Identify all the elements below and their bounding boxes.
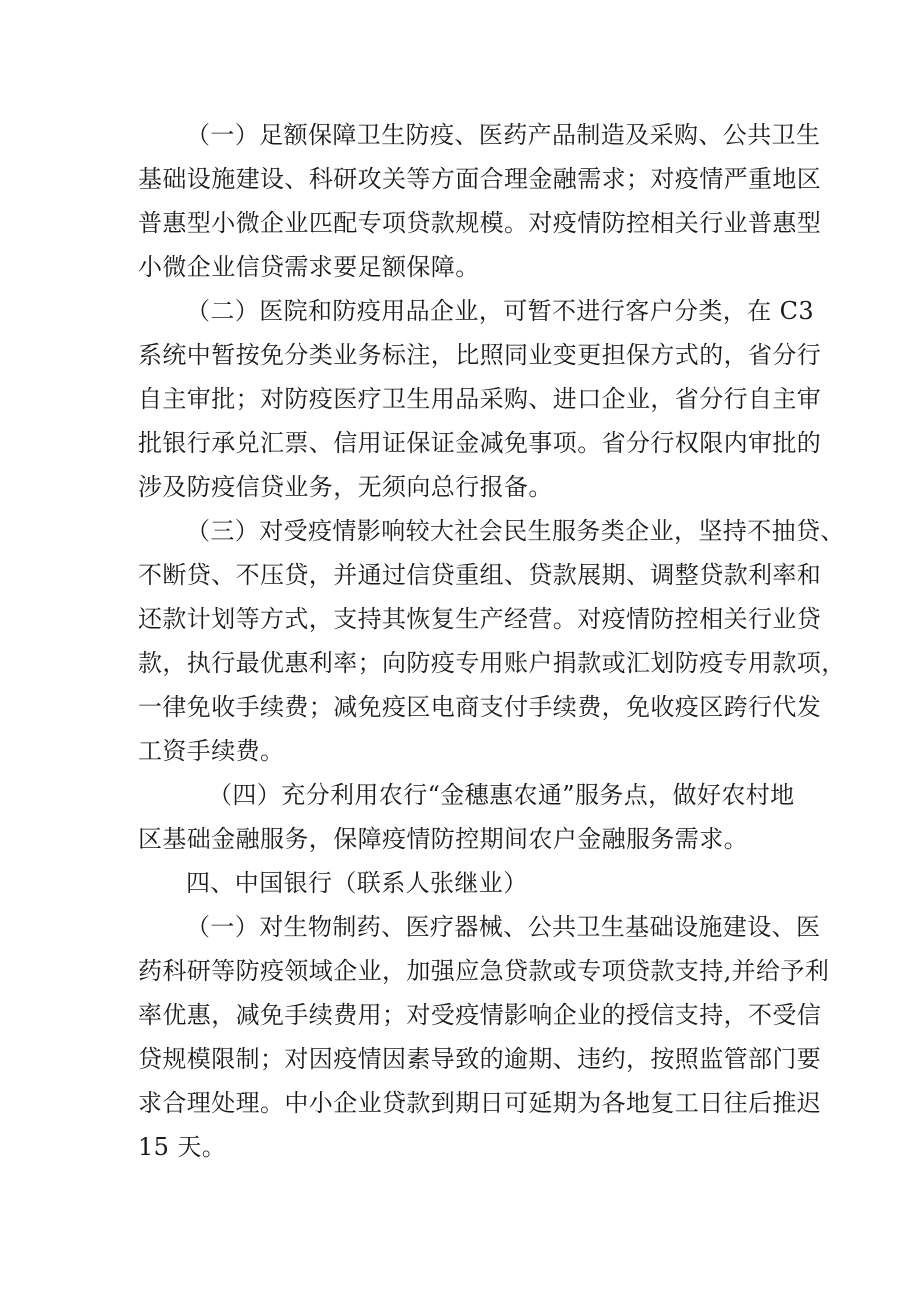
paragraph-5-line-2: 药科研等防疫领域企业，加强应急贷款或专项贷款支持,并给予利 [138, 957, 830, 985]
paragraph-5-line-1: （一）对生物制药、医疗器械、公共卫生基础设施建设、医 [186, 913, 821, 941]
paragraph-5-line-5: 求合理处理。中小企业贷款到期日可延期为各地复工日往后推迟 [138, 1089, 822, 1117]
paragraph-3-line-6: 工资手续费。 [138, 737, 285, 765]
paragraph-5-line-4: 贷规模限制；对因疫情因素导致的逾期、违约，按照监管部门要 [138, 1045, 822, 1073]
paragraph-4-line-2: 区基础金融服务，保障疫情防控期间农户金融服务需求。 [138, 825, 748, 853]
paragraph-1-line-2: 基础设施建设、科研攻关等方面合理金融需求；对疫情严重地区 [138, 165, 822, 193]
paragraph-2-line-1: （二）医院和防疫用品企业，可暂不进行客户分类，在 C3 [186, 297, 815, 325]
paragraph-2-line-2: 系统中暂按免分类业务标注，比照同业变更担保方式的，省分行 [138, 341, 822, 369]
paragraph-3-line-3: 还款计划等方式，支持其恢复生产经营。对疫情防控相关行业贷 [138, 605, 822, 633]
section-heading-bank-of-china: 四、中国银行（联系人张继业） [186, 869, 528, 897]
paragraph-5-line-3: 率优惠，减免手续费用；对受疫情影响企业的授信支持，不受信 [138, 1001, 822, 1029]
paragraph-1-line-4: 小微企业信贷需求要足额保障。 [138, 253, 480, 281]
paragraph-1-line-3: 普惠型小微企业匹配专项贷款规模。对疫情防控相关行业普惠型 [138, 209, 822, 237]
paragraph-1-line-1: （一）足额保障卫生防疫、医药产品制造及采购、公共卫生 [186, 121, 821, 149]
paragraph-3-line-2: 不断贷、不压贷，并通过信贷重组、贷款展期、调整贷款利率和 [138, 561, 822, 589]
paragraph-5-line-6: 15 天。 [138, 1133, 227, 1161]
paragraph-3-line-5: 一律免收手续费；减免疫区电商支付手续费，免收疫区跨行代发 [138, 693, 822, 721]
paragraph-3-line-4: 款，执行最优惠利率；向防疫专用账户捐款或汇划防疫专用款项， [138, 649, 846, 677]
paragraph-3-line-1: （三）对受疫情影响较大社会民生服务类企业，坚持不抽贷、 [186, 517, 845, 545]
paragraph-4-line-1: （四）充分利用农行“金穗惠农通”服务点，做好农村地 [208, 781, 795, 809]
paragraph-2-line-3: 自主审批；对防疫医疗卫生用品采购、进口企业，省分行自主审 [138, 385, 822, 413]
paragraph-2-line-4: 批银行承兑汇票、信用证保证金减免事项。省分行权限内审批的 [138, 429, 822, 457]
paragraph-2-line-5: 涉及防疫信贷业务，无须向总行报备。 [138, 473, 553, 501]
